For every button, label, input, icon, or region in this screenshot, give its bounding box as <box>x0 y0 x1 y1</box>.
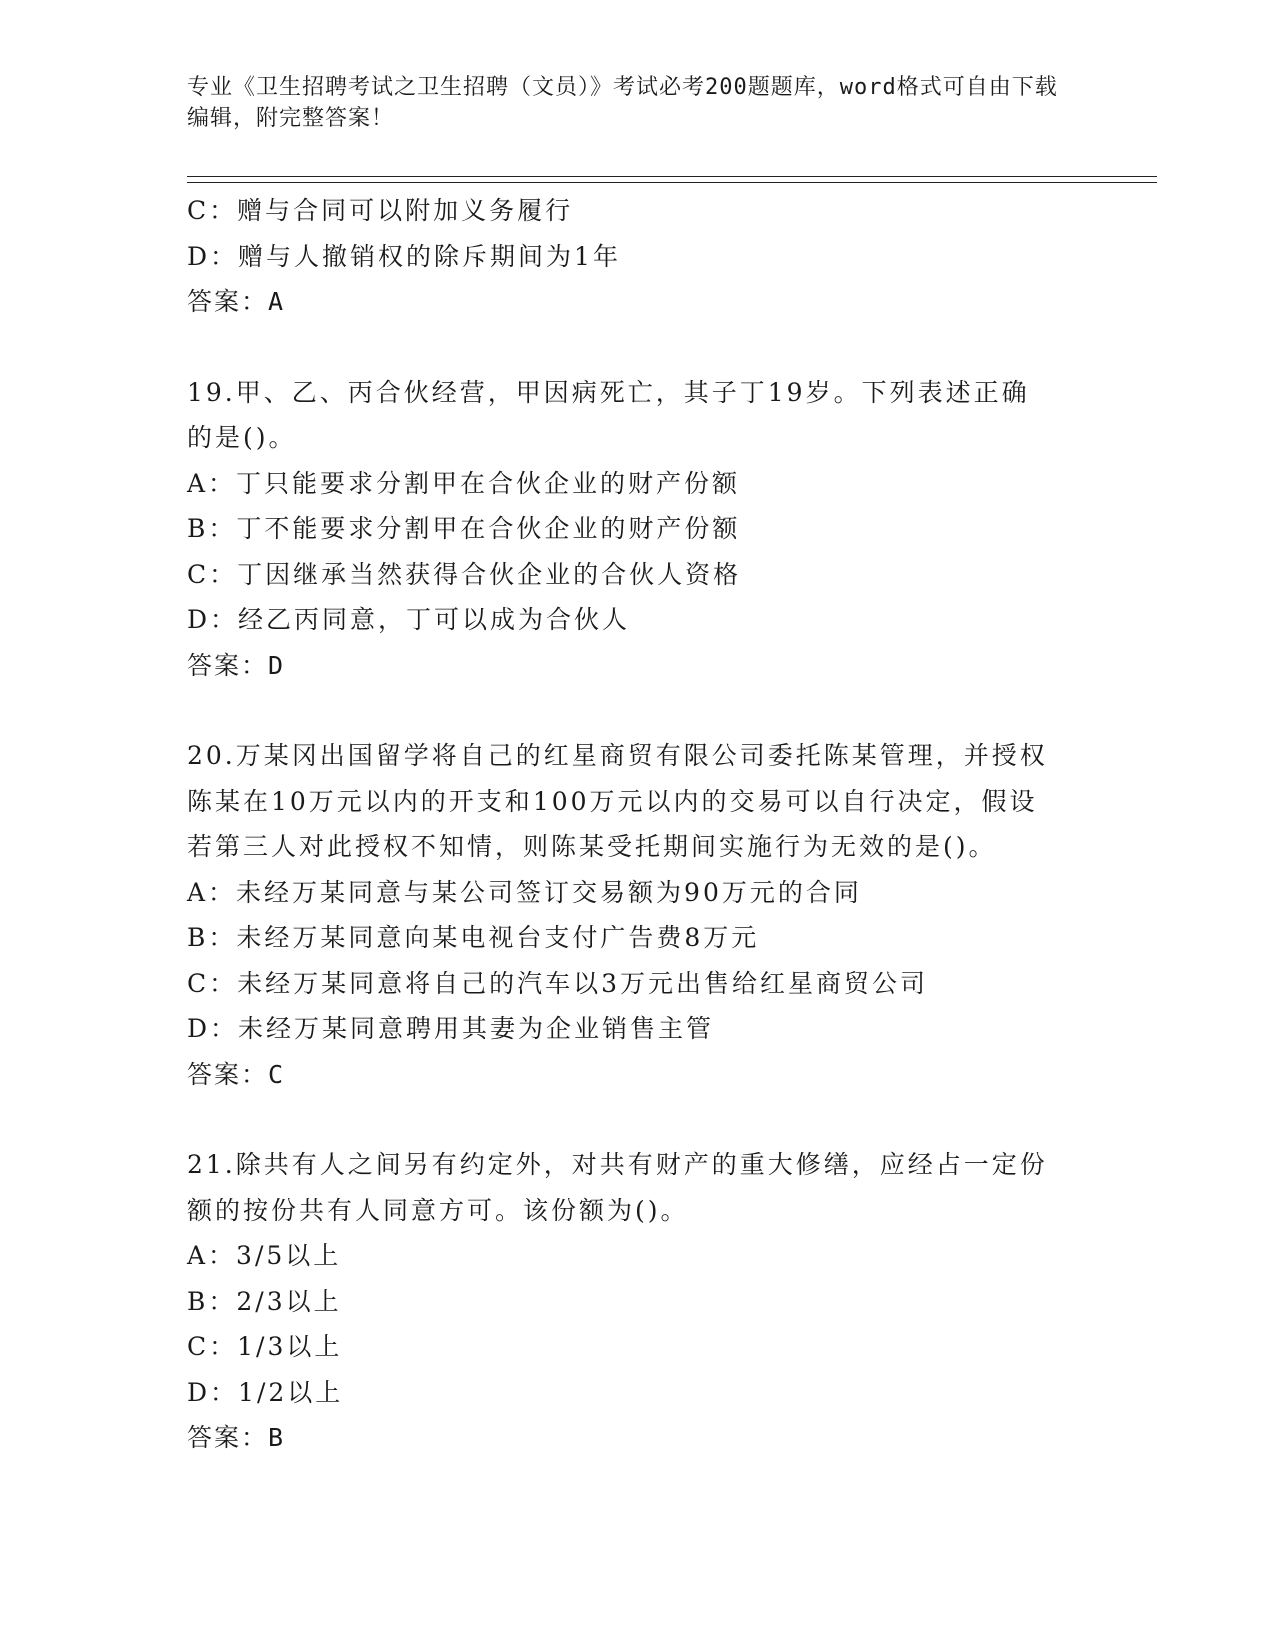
question-20 <box>187 733 1067 1097</box>
question-stem: 额的按份共有人同意方可。该份额为()。 <box>187 1195 689 1225</box>
answer-line: 答案：C <box>187 1059 286 1089</box>
option-c: C：丁因继承当然获得合伙企业的合伙人资格 <box>187 559 742 589</box>
option-d: D：赠与人撤销权的除斥期间为1年 <box>187 241 621 271</box>
header-text: 专业《卫生招聘考试之卫生招聘（文员）》考试必考200题题库，word格式可自由下载编辑，附完整答案！ <box>187 75 1058 131</box>
question-stem: 若第三人对此授权不知情，则陈某受托期间实施行为无效的是()。 <box>187 832 997 861</box>
option-d: D：经乙丙同意，丁可以成为合伙人 <box>187 605 631 634</box>
option-a: A：未经万某同意与某公司签订交易额为90万元的合同 <box>187 877 862 907</box>
option-b: B：丁不能要求分割甲在合伙企业的财产份额 <box>187 514 741 543</box>
option-a: A：3/5以上 <box>187 1241 342 1270</box>
answer-line: 答案：D <box>187 650 286 680</box>
question-stem: 19.甲、乙、丙合伙经营，甲因病死亡，其子丁19岁。下列表述正确 <box>187 377 1030 407</box>
question-stem: 的是()。 <box>187 423 297 452</box>
question-19 <box>187 370 1067 689</box>
option-c: C：赠与合同可以附加义务履行 <box>187 196 574 225</box>
option-d: D：未经万某同意聘用其妻为企业销售主管 <box>187 1014 715 1043</box>
option-c: C：1/3以上 <box>187 1332 343 1361</box>
answer-line: 答案：A <box>187 287 286 316</box>
question-21 <box>187 1142 1067 1461</box>
question-stem: 20.万某冈出国留学将自己的红星商贸有限公司委托陈某管理，并授权 <box>187 741 1048 770</box>
option-a: A：丁只能要求分割甲在合伙企业的财产份额 <box>187 468 741 498</box>
question-stem: 陈某在10万元以内的开支和100万元以内的交易可以自行决定，假设 <box>187 786 1038 816</box>
question-list <box>187 188 1067 1461</box>
header-divider-top <box>187 176 1157 177</box>
option-d: D：1/2以上 <box>187 1377 344 1407</box>
option-c: C：未经万某同意将自己的汽车以3万元出售给红星商贸公司 <box>187 968 929 998</box>
question-stem: 21.除共有人之间另有约定外，对共有财产的重大修缮，应经占一定份 <box>187 1150 1048 1179</box>
header-divider-bottom <box>187 182 1157 183</box>
answer-line: 答案：B <box>187 1423 286 1452</box>
document-header <box>187 72 1067 134</box>
option-b: B：2/3以上 <box>187 1286 342 1316</box>
option-b: B：未经万某同意向某电视台支付广告费8万元 <box>187 923 760 952</box>
carryover-block <box>187 188 1067 325</box>
